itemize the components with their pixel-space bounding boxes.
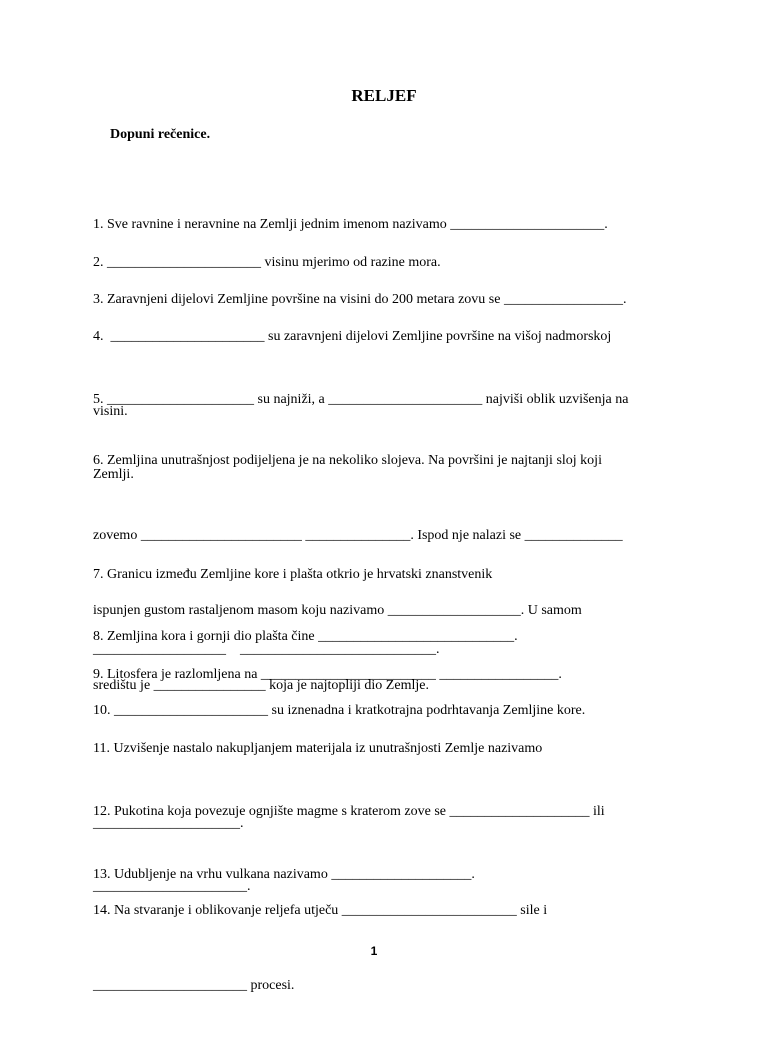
question-line: 7. Granicu između Zemljine kore i plašta otkrio je hrvatski znanstvenik	[93, 567, 493, 582]
page-title: RELJEF	[351, 86, 417, 105]
question-line: 11. Uzvišenje nastalo nakupljanjem materijala iz unutrašnjosti Zemlje nazivamo	[93, 741, 543, 756]
question-line: 14. Na stvaranje i oblikovanje reljefa utječu _________________________ sile i	[93, 903, 548, 918]
question-line: Zemlji.	[93, 467, 134, 482]
page-number: 1	[370, 944, 378, 958]
instruction: Dopuni rečenice.	[110, 127, 211, 142]
question-line: 2. ______________________ visinu mjerimo od razine mora.	[93, 255, 441, 270]
question-line: 4. ______________________ su zaravnjeni dijelovi Zemljine površine na višoj nadmorskoj	[93, 329, 612, 344]
question-line: 6. Zemljina unutrašnjost podijeljena je na nekoliko slojeva. Na površini je najtanji sloj koji	[93, 453, 602, 468]
question-line: zovemo _______________________ _______________. Ispod nje nalazi se ______________	[93, 528, 623, 543]
question-line: središtu je ________________ koja je najtopliji dio Zemlje.	[93, 678, 429, 693]
question-line: 10. ______________________ su iznenadna i kratkotrajna podrhtavanja Zemljine kore.	[93, 703, 586, 718]
question-line: 1. Sve ravnine i neravnine na Zemlji jednim imenom nazivamo ______________________.	[93, 217, 608, 232]
question-line: 9. Litosfera je razlomljena na _________________________ _________________.	[93, 667, 562, 682]
question-line: ______________________ procesi.	[93, 978, 295, 993]
question-line: 12. Pukotina koja povezuje ognjište magme s kraterom zove se ____________________ ili	[93, 804, 605, 819]
question-line: visini.	[93, 404, 128, 419]
question-line: 8. Zemljina kora i gornji dio plašta čine ____________________________.	[93, 629, 518, 644]
question-line: 3. Zaravnjeni dijelovi Zemljine površine na visini do 200 metara zovu se _________________.	[93, 292, 627, 307]
question-line: ispunjen gustom rastaljenom masom koju nazivamo ___________________. U samom	[93, 603, 582, 618]
question-line: 13. Udubljenje na vrhu vulkana nazivamo ____________________.	[93, 867, 475, 882]
question-line: ______________________.	[93, 879, 251, 894]
question-line: _____________________.	[93, 816, 244, 831]
question-line: 5. _____________________ su najniži, a ______________________ najviši oblik uzvišenja na	[93, 392, 629, 407]
question-line: ___________________ ____________________________.	[93, 642, 440, 657]
